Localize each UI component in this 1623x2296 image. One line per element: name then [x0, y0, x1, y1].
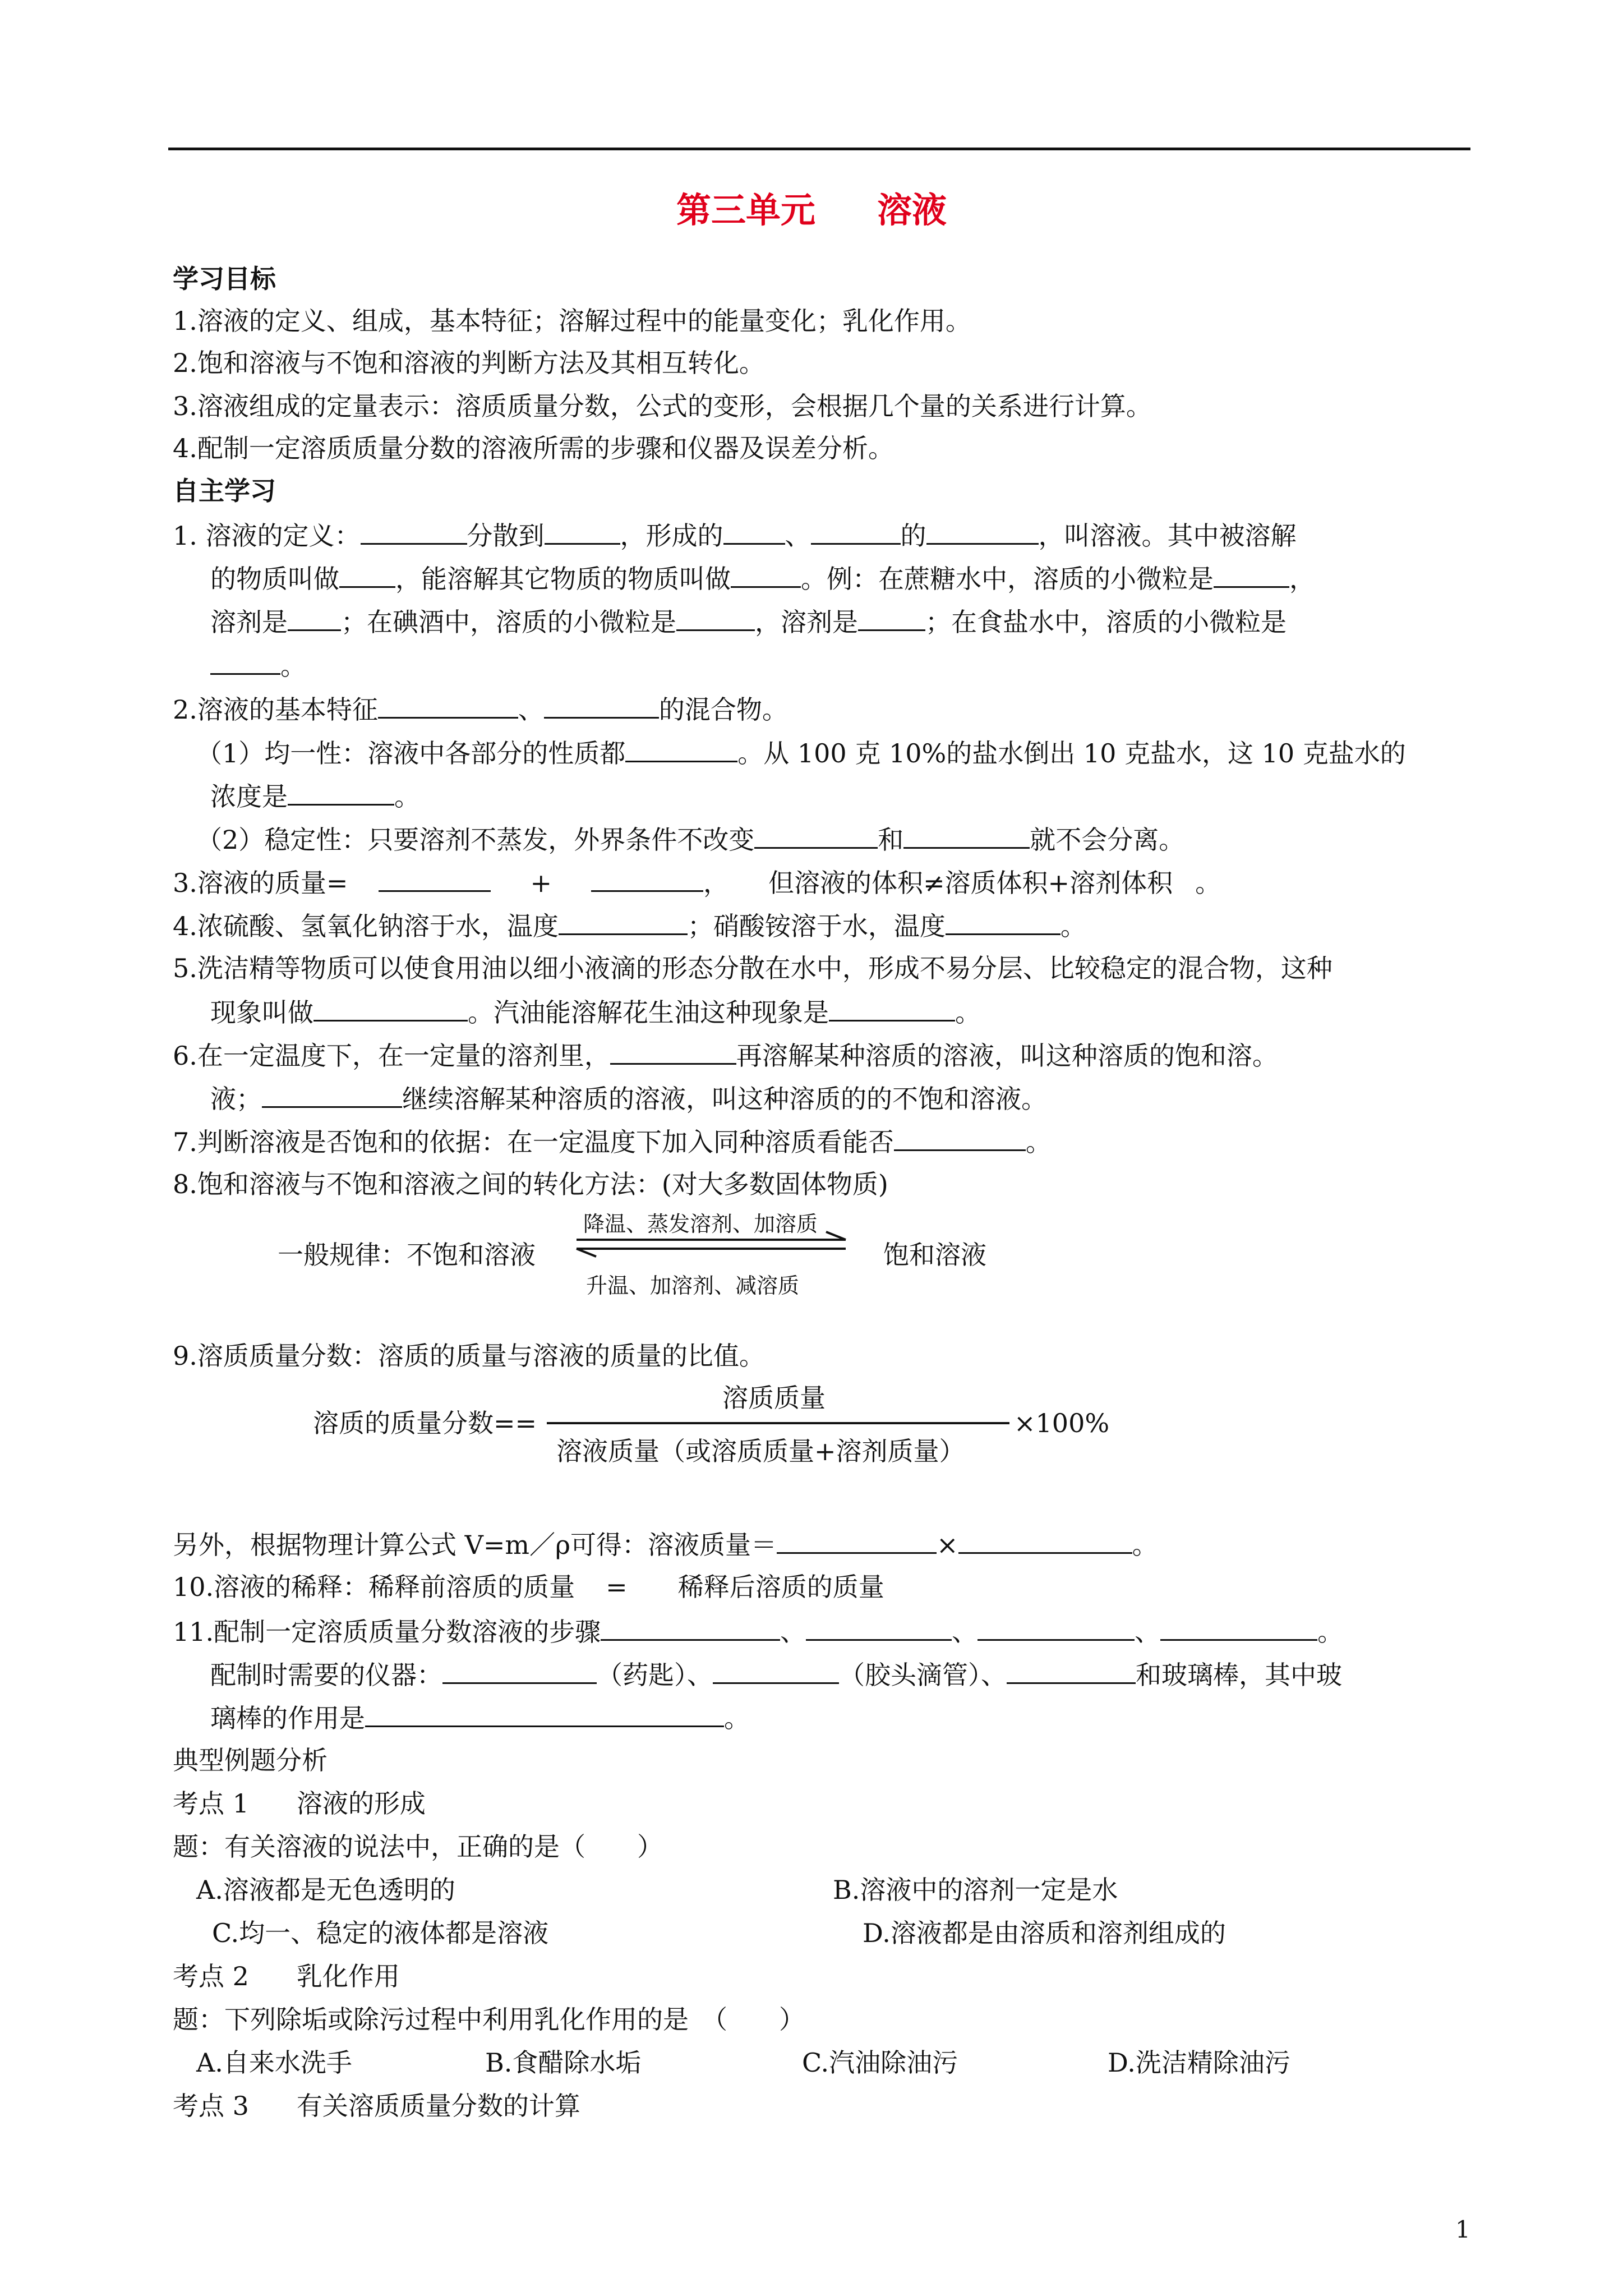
q4-line: 4.浓硫酸、氢氧化钠溶于水，温度 ；硝酸铵溶于水，温度 。 — [173, 904, 1086, 946]
blank[interactable] — [903, 818, 1030, 849]
blank[interactable] — [754, 818, 878, 849]
q1-line1: 1. 溶液的定义： 分散到 ，形成的 、 的 ，叫溶液。其中被溶解 — [173, 514, 1297, 555]
q6-line1: 6.在一定温度下，在一定量的溶剂里， 再溶解某种溶质的溶液，叫这种溶质的饱和溶。 — [173, 1034, 1278, 1075]
option-b[interactable]: B.溶液中的溶剂一定是水 — [833, 1875, 1118, 1905]
reversible-arrows — [571, 1227, 851, 1261]
option-a[interactable]: A.自来水洗手 — [196, 2047, 352, 2078]
option-d[interactable]: D.溶液都是由溶质和溶剂组成的 — [863, 1918, 1226, 1948]
blank[interactable] — [958, 1523, 1132, 1554]
option-c[interactable]: C.汽油除油污 — [802, 2047, 958, 2078]
blank[interactable] — [339, 557, 395, 588]
goal-item: 2.饱和溶液与不饱和溶液的判断方法及其相互转化。 — [173, 348, 765, 378]
blank[interactable] — [559, 904, 688, 935]
q5-line2: 现象叫做 。汽油能溶解花生油这种现象是 。 — [210, 991, 981, 1032]
blank[interactable] — [777, 1523, 937, 1554]
blank[interactable] — [625, 731, 737, 762]
q2-line3: 浓度是 。 — [210, 775, 420, 816]
q11-line1: 11.配制一定溶质质量分数溶液的步骤 、 、 、 。 — [173, 1610, 1343, 1651]
blank[interactable] — [610, 1034, 736, 1065]
option-d[interactable]: D.洗洁精除油污 — [1108, 2047, 1290, 2078]
page-number: 1 — [1455, 2216, 1470, 2243]
blank[interactable] — [811, 514, 901, 545]
blank[interactable] — [313, 991, 468, 1022]
forward-condition: 降温、蒸发溶剂、加溶质 — [583, 1212, 818, 1236]
q3-line: 3.溶液的质量= + ， 但溶液的体积≠溶质体积+溶剂体积 。 — [173, 861, 1221, 903]
blank[interactable] — [894, 1120, 1026, 1151]
conversion-rule-label: 一般规律：不饱和溶液 — [278, 1240, 536, 1270]
header-rule — [168, 148, 1470, 150]
blank[interactable] — [723, 514, 785, 545]
option-c[interactable]: C.均一、稳定的液体都是溶液 — [212, 1918, 549, 1948]
blank[interactable] — [676, 600, 755, 631]
q5-line1: 5.洗洁精等物质可以使食用油以细小液滴的形态分散在水中，形成不易分层、比较稳定的混合物，这种 — [173, 953, 1332, 983]
blank[interactable] — [379, 861, 491, 892]
blank[interactable] — [713, 1653, 839, 1684]
q10-line: 10.溶液的稀释：稀释前溶质的质量 = 稀释后溶质的质量 — [173, 1572, 884, 1602]
blank[interactable] — [262, 1077, 402, 1108]
q9-line1: 9.溶质质量分数：溶质的质量与溶液的质量的比值。 — [173, 1341, 765, 1371]
blank[interactable] — [1160, 1610, 1317, 1641]
blank[interactable] — [926, 514, 1039, 545]
goal-item: 3.溶液组成的定量表示：溶质质量分数，公式的变形，会根据几个量的关系进行计算。 — [173, 391, 1152, 421]
kaodian-2: 考点 2 乳化作用 — [173, 1961, 400, 1991]
option-b[interactable]: B.食醋除水垢 — [485, 2047, 642, 2078]
kaodian-1: 考点 1 溶液的形成 — [173, 1788, 426, 1819]
blank[interactable] — [978, 1610, 1135, 1641]
q11-line2: 配制时需要的仪器： （药匙）、 （胶头滴管）、 和玻璃棒，其中玻 — [210, 1653, 1342, 1695]
blank[interactable] — [365, 1696, 724, 1727]
fraction-bar — [547, 1422, 1009, 1424]
blank[interactable] — [806, 1610, 952, 1641]
blank[interactable] — [442, 1653, 597, 1684]
blank[interactable] — [288, 775, 394, 806]
q2-line1: 2.溶液的基本特征 、 的混合物。 — [173, 688, 788, 729]
saturated-solution-label: 饱和溶液 — [883, 1240, 986, 1270]
page-title: 第三单元 溶液 — [676, 190, 947, 231]
blank[interactable] — [591, 861, 703, 892]
blank[interactable] — [378, 688, 518, 719]
q1-line4: 。 — [210, 644, 306, 685]
goal-item: 4.配制一定溶质质量分数的溶液所需的步骤和仪器及误差分析。 — [173, 433, 894, 463]
blank[interactable] — [544, 688, 659, 719]
q2-line4: （2）稳定性：只要溶剂不蒸发，外界条件不改变 和 就不会分离。 — [196, 818, 1184, 859]
q1-line3: 溶剂是 ；在碘酒中，溶质的小微粒是 ，溶剂是 ；在食盐水中，溶质的小微粒是 — [210, 600, 1287, 642]
blank[interactable] — [731, 557, 801, 588]
kaodian-1-question: 题：有关溶液的说法中，正确的是（ ） — [173, 1832, 663, 1862]
q11-line3: 璃棒的作用是 。 — [210, 1696, 750, 1738]
blank[interactable] — [361, 514, 467, 545]
blank[interactable] — [829, 991, 955, 1022]
self-study-heading: 自主学习 — [173, 476, 276, 506]
formula-times: ×100% — [1014, 1408, 1110, 1438]
density-line: 另外，根据物理计算公式 V=m／ρ可得：溶液质量＝ × 。 — [173, 1523, 1158, 1565]
reverse-condition: 升温、加溶剂、减溶质 — [586, 1273, 800, 1298]
blank[interactable] — [858, 600, 925, 631]
q8-line1: 8.饱和溶液与不饱和溶液之间的转化方法：(对大多数固体物质) — [173, 1169, 888, 1199]
blank[interactable] — [1007, 1653, 1136, 1684]
q2-line2: （1）均一性：溶液中各部分的性质都 。从 100 克 10%的盐水倒出 10 克盐水，这 10 克盐水的 — [196, 731, 1406, 773]
q7-line: 7.判断溶液是否饱和的依据：在一定温度下加入同种溶质看能否 。 — [173, 1120, 1052, 1162]
formula-numerator: 溶质质量 — [722, 1383, 826, 1413]
option-a[interactable]: A.溶液都是无色透明的 — [196, 1875, 455, 1905]
q6-line2: 液； 继续溶解某种溶质的溶液，叫这种溶质的的不饱和溶液。 — [210, 1077, 1047, 1119]
blank[interactable] — [601, 1610, 780, 1641]
q1-line2: 的物质叫做 ，能溶解其它物质的物质叫做 。例：在蔗糖水中，溶质的小微粒是 ， — [210, 557, 1315, 599]
blank[interactable] — [210, 644, 280, 675]
blank[interactable] — [946, 904, 1061, 935]
goals-heading: 学习目标 — [173, 264, 276, 294]
kaodian-3: 考点 3 有关溶质质量分数的计算 — [173, 2091, 580, 2121]
blank[interactable] — [288, 600, 341, 631]
formula-lhs: 溶质的质量分数== — [313, 1408, 537, 1438]
examples-heading: 典型例题分析 — [173, 1745, 328, 1775]
blank[interactable] — [545, 514, 620, 545]
formula-denominator: 溶液质量（或溶质质量+溶剂质量） — [556, 1436, 965, 1466]
blank[interactable] — [1214, 557, 1289, 588]
goal-item: 1.溶液的定义、组成，基本特征；溶解过程中的能量变化；乳化作用。 — [173, 306, 971, 336]
kaodian-2-question: 题：下列除垢或除污过程中利用乳化作用的是 （ ） — [173, 2004, 805, 2035]
